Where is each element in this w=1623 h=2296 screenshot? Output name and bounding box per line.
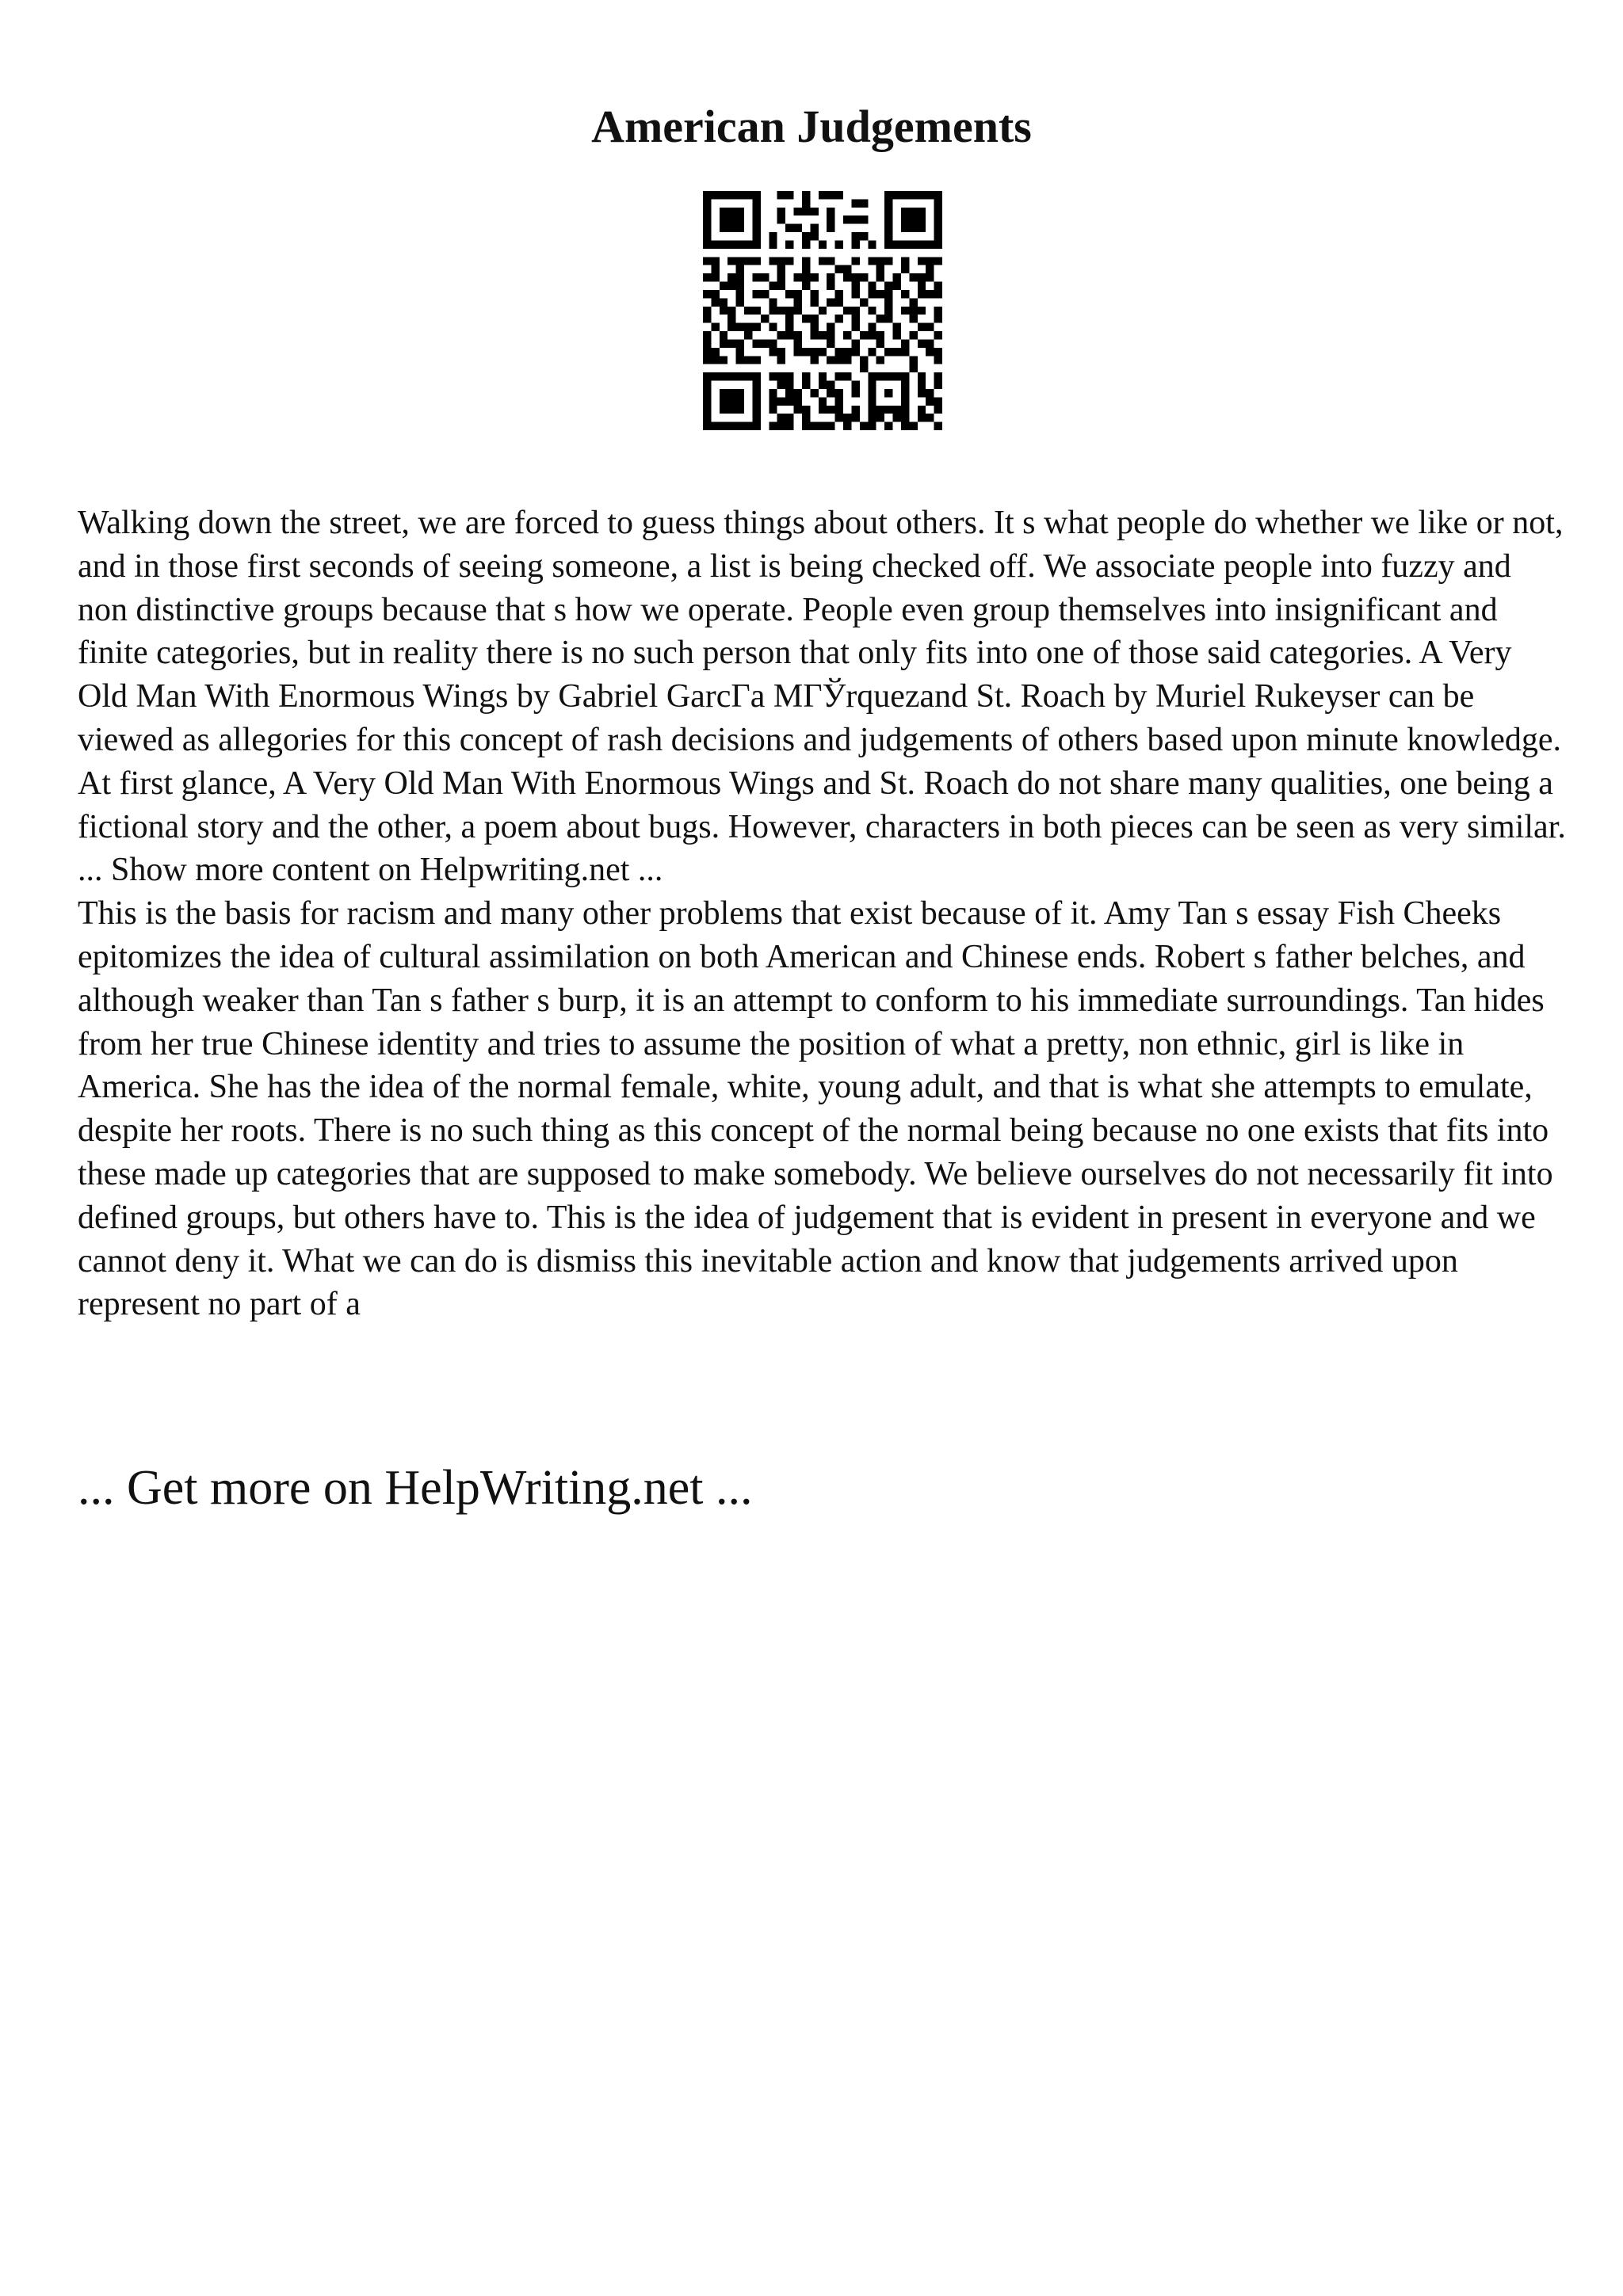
paragraph: Walking down the street, we are forced to guess things about others. It s what people do whether we like or not, and in those first seconds of seeing someone, a list is being checked off. We associate people into fuzzy and non distinctive groups because that s how we operate. People even group themselves into insignificant and finite categories, but in reality there is no such person that only fits into one of those said categories. A Very Old Man With Enormous Wings by Gabriel GarcГa MГЎrquezand St. Roach by Muriel Rukeyser can be viewed as allegories for this concept of rash decisions and judgements of others based upon minute knowledge. [78, 505, 1564, 758]
qr-code-icon[interactable] [703, 191, 942, 430]
article-body [78, 502, 1568, 1326]
paragraph: This is the basis for racism and many other problems that exist because of it. Amy Tan s essay Fish Cheeks epitomizes the idea of cultural assimilation on both American and Chinese ends. Robert s father belches, and although weaker than Tan s father s burp, it is an attempt to conform to his immediate surroundings. Tan hides from her true Chinese identity and tries to assume the position of what a pretty, non ethnic, girl is like in America. She has the idea of the normal female, white, young adult, and that is what she attempts to emulate, despite her roots. There is no such thing as this concept of the normal being because no one exists that fits into these made up categories that are supposed to make somebody. We believe ourselves do not necessarily fit into defined groups, but others have to. This is the idea of judgement that is evident in present in everyone and we cannot deny it. What we can do is dismiss this inevitable action and know that judgements arrived upon represent no part of a [78, 895, 1553, 1323]
page-title: American Judgements [591, 101, 1032, 152]
paragraph: At first glance, A Very Old Man With Enormous Wings and St. Roach do not share many qualities, one being a fictional story and the other, a poem about bugs. However, characters in both pieces can be seen as very similar. ... Show more content on Helpwriting.net ... [78, 765, 1566, 889]
get-more-link[interactable]: ... Get more on HelpWriting.net ... [78, 1461, 753, 1515]
